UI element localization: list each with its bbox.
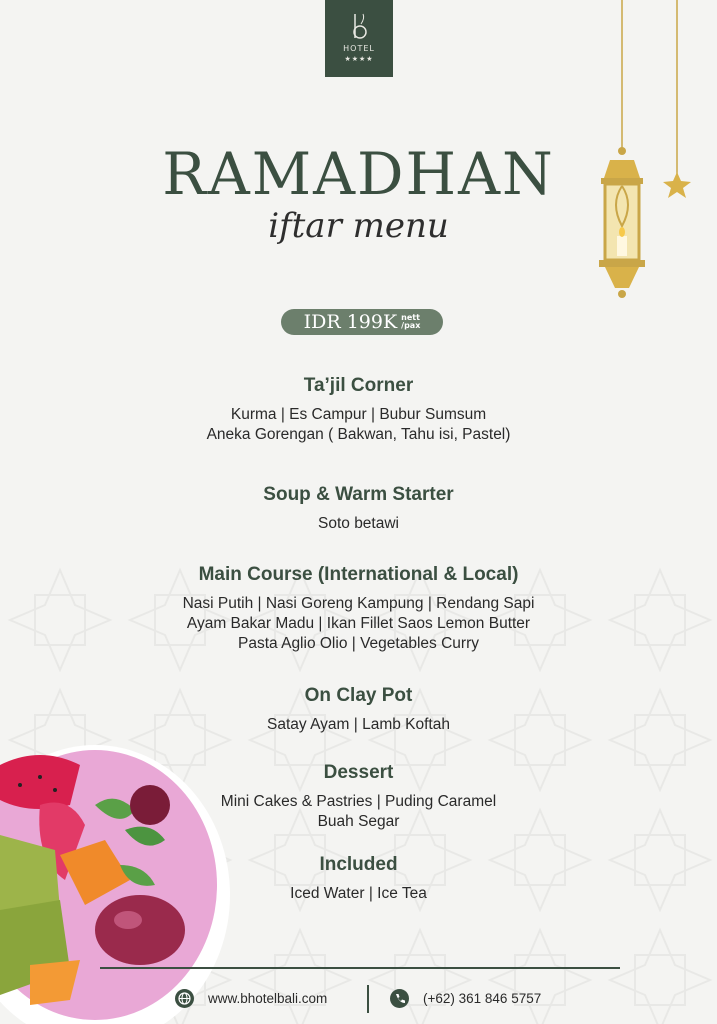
section-title: Ta’jil Corner [303,375,414,396]
footer-website[interactable] [175,989,327,1008]
globe-icon [175,989,194,1008]
price-amount: IDR 199K [303,311,398,333]
section-on-clay-pot [0,685,717,735]
menu-line: Buah Segar [317,813,400,830]
section-main-course [0,564,717,654]
page-subtitle: iftar menu [268,206,449,246]
price-unit [401,314,420,330]
phone-icon [390,989,409,1008]
phone-number[interactable]: (+62) 361 846 5757 [423,991,542,1006]
menu-line: Aneka Gorengan ( Bakwan, Tahu isi, Pastel) [206,426,511,443]
section-title: Soup & Warm Starter [263,484,454,505]
menu-line: Ayam Bakar Madu | Ikan Fillet Saos Lemon Butter [186,615,531,632]
menu-line: Mini Cakes & Pastries | Puding Caramel [220,793,497,810]
menu-line: Iced Water | Ice Tea [290,885,427,902]
menu-line: Soto betawi [318,515,399,532]
section-title: Included [319,854,398,875]
menu-line: Kurma | Es Campur | Bubur Sumsum [230,406,487,423]
page-title: RAMADHAN [162,140,555,208]
logo-stars: ★★★★ [344,55,374,63]
dessert-bowl-image [0,745,230,1024]
menu-line: Pasta Aglio Olio | Vegetables Curry [238,635,479,652]
section-title: Main Course (International & Local) [198,564,519,585]
footer-phone[interactable] [390,989,541,1008]
price-unit-nett: nett [401,313,420,322]
b-logo-icon [325,10,393,44]
section-title: On Clay Pot [304,685,413,706]
section-tajil-corner [0,375,717,445]
hotel-logo [325,0,393,77]
footer-divider [367,985,369,1013]
section-soup-warm-starter [0,484,717,534]
menu-line: Nasi Putih | Nasi Goreng Kampung | Rendang Sapi [182,595,535,612]
website-link[interactable]: www.bhotelbali.com [208,991,328,1006]
footer-rule [100,967,620,969]
price-badge [281,309,443,335]
section-title: Dessert [323,762,394,783]
menu-line: Satay Ayam | Lamb Koftah [267,716,450,733]
logo-text: HOTEL [343,44,375,53]
price-unit-pax: /pax [401,321,421,330]
